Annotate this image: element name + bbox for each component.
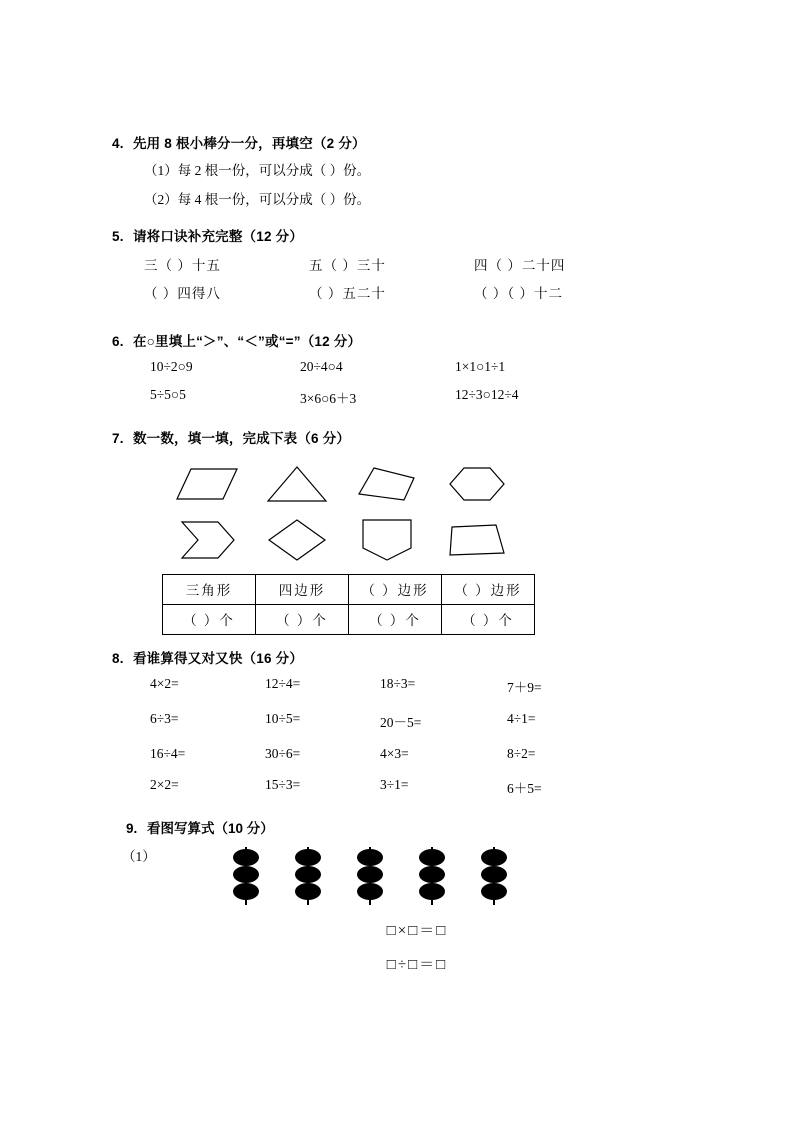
question-4-heading	[112, 132, 692, 152]
calc-item-2: 12÷4=	[265, 675, 301, 691]
table-header-1: 三角形	[163, 574, 256, 604]
question-5	[112, 225, 692, 302]
shape-triangle-icon	[252, 456, 342, 512]
calc-item-11: 4×3=	[380, 745, 409, 761]
question-4-number: 4.	[112, 136, 124, 151]
abacus-group-2	[292, 847, 324, 905]
calc-item-6: 10÷5=	[265, 710, 301, 726]
question-6-item-3: 1×1○1÷1	[455, 358, 506, 374]
question-6-item-4: 5÷5○5	[150, 386, 186, 402]
question-6-item-6: 12÷3○12÷4	[455, 386, 519, 402]
abacus-bead	[233, 866, 259, 883]
abacus-bead	[419, 849, 445, 866]
table-row-values	[163, 604, 535, 634]
abacus-bead	[481, 849, 507, 866]
abacus-bead	[295, 866, 321, 883]
question-6-item-2: 20÷4○4	[300, 358, 343, 374]
shape-rhombus-icon	[252, 512, 342, 568]
worksheet-content	[112, 132, 692, 978]
question-5-number: 5.	[112, 228, 124, 244]
calc-item-7: 20－5=	[380, 714, 422, 730]
question-6	[112, 330, 692, 407]
shape-count-table	[162, 574, 535, 635]
shape-arrow-pentagon-icon	[162, 512, 252, 568]
abacus-bead	[481, 883, 507, 900]
calc-item-5: 6÷3=	[150, 710, 179, 726]
abacus-bead	[419, 883, 445, 900]
question-6-row-1	[150, 359, 692, 375]
abacus-bead	[481, 866, 507, 883]
question-9-title: 看图写算式（10 分）	[147, 820, 274, 836]
abacus-group-5	[478, 847, 510, 905]
question-6-title: 在○里填上“＞”、“＜”或“=”（12 分）	[132, 333, 362, 349]
abacus-bead	[295, 849, 321, 866]
calc-item-16: 6＋5=	[507, 780, 542, 796]
shape-row-1	[162, 456, 692, 512]
question-7-heading	[112, 427, 692, 447]
calc-item-12: 8÷2=	[507, 745, 536, 761]
question-9-number: 9.	[126, 820, 138, 836]
question-8-number: 8.	[112, 650, 124, 666]
question-5-item-3: 四（ ）二十四	[474, 257, 566, 273]
question-5-heading	[112, 225, 692, 245]
question-8	[112, 647, 692, 797]
abacus-bead	[233, 849, 259, 866]
question-9	[112, 817, 692, 974]
calc-item-13: 2×2=	[150, 776, 179, 792]
question-6-row-2	[150, 387, 692, 407]
question-4	[112, 132, 692, 211]
question-5-row-1	[144, 254, 692, 274]
abacus-group-3	[354, 847, 386, 905]
question-7	[112, 427, 692, 635]
question-9-heading	[126, 817, 692, 837]
table-cell-3[interactable]: （ ）个	[349, 604, 442, 634]
question-5-item-2: 五（ ）三十	[309, 257, 386, 273]
calculation-grid	[150, 676, 692, 797]
table-cell-1[interactable]: （ ）个	[163, 604, 256, 634]
abacus-figure-group	[230, 847, 692, 905]
question-4-title: 先用 8 根小棒分一分，再填空（2 分）	[132, 136, 366, 151]
question-9-sub-label: （1）	[122, 848, 156, 864]
shape-irregular-quadrilateral-icon	[342, 456, 432, 512]
calc-row-2	[150, 711, 692, 731]
question-5-item-1: 三（ ）十五	[144, 257, 221, 273]
question-6-heading	[112, 330, 692, 350]
abacus-bead	[357, 866, 383, 883]
calc-row-4	[150, 777, 692, 797]
question-5-row-2	[144, 282, 692, 302]
table-header-3: （ ）边形	[349, 574, 442, 604]
question-9-equation-1[interactable]: □×□＝□	[386, 922, 448, 939]
calc-item-1: 4×2=	[150, 675, 179, 691]
calc-item-4: 7＋9=	[507, 679, 542, 695]
calc-item-8: 4÷1=	[507, 710, 536, 726]
table-row-headers	[163, 574, 535, 604]
shape-trapezoid-icon	[432, 512, 522, 568]
question-4-line-2: （2）每 4 根一份，可以分成（ ）份。	[144, 192, 371, 208]
abacus-bead	[357, 849, 383, 866]
question-4-line-1: （1）每 2 根一份，可以分成（ ）份。	[144, 163, 371, 178]
shape-row-2	[162, 512, 692, 568]
abacus-group-4	[416, 847, 448, 905]
shape-figure-group	[162, 456, 692, 568]
calc-row-1	[150, 676, 692, 696]
calc-item-3: 18÷3=	[380, 675, 416, 691]
table-cell-4[interactable]: （ ）个	[442, 604, 535, 634]
abacus-bead	[357, 883, 383, 900]
question-7-number: 7.	[112, 430, 124, 446]
shape-hexagon-icon	[432, 456, 522, 512]
question-5-item-6: （ ）（ ）十二	[474, 285, 563, 301]
question-5-title: 请将口诀补充完整（12 分）	[132, 228, 304, 244]
question-5-item-5: （ ）五二十	[309, 285, 386, 301]
calc-item-14: 15÷3=	[265, 776, 301, 792]
calc-row-3	[150, 746, 692, 762]
question-6-item-5: 3×6○6＋3	[300, 390, 357, 406]
question-6-number: 6.	[112, 333, 124, 349]
question-9-equation-2[interactable]: □÷□＝□	[386, 956, 448, 973]
question-5-item-4: （ ）四得八	[144, 285, 221, 301]
question-8-title: 看谁算得又对又快（16 分）	[132, 650, 304, 666]
calc-item-15: 3÷1=	[380, 776, 409, 792]
calc-item-9: 16÷4=	[150, 745, 186, 761]
table-header-2: 四边形	[256, 574, 349, 604]
abacus-bead	[295, 883, 321, 900]
question-8-heading	[112, 647, 692, 667]
abacus-bead	[233, 883, 259, 900]
table-header-4: （ ）边形	[442, 574, 535, 604]
abacus-group-1	[230, 847, 262, 905]
shape-pentagon-shield-icon	[342, 512, 432, 568]
question-7-title: 数一数，填一填，完成下表（6 分）	[132, 430, 351, 446]
question-6-item-1: 10÷2○9	[150, 358, 193, 374]
calc-item-10: 30÷6=	[265, 745, 301, 761]
abacus-bead	[419, 866, 445, 883]
shape-parallelogram-icon	[162, 456, 252, 512]
table-cell-2[interactable]: （ ）个	[256, 604, 349, 634]
